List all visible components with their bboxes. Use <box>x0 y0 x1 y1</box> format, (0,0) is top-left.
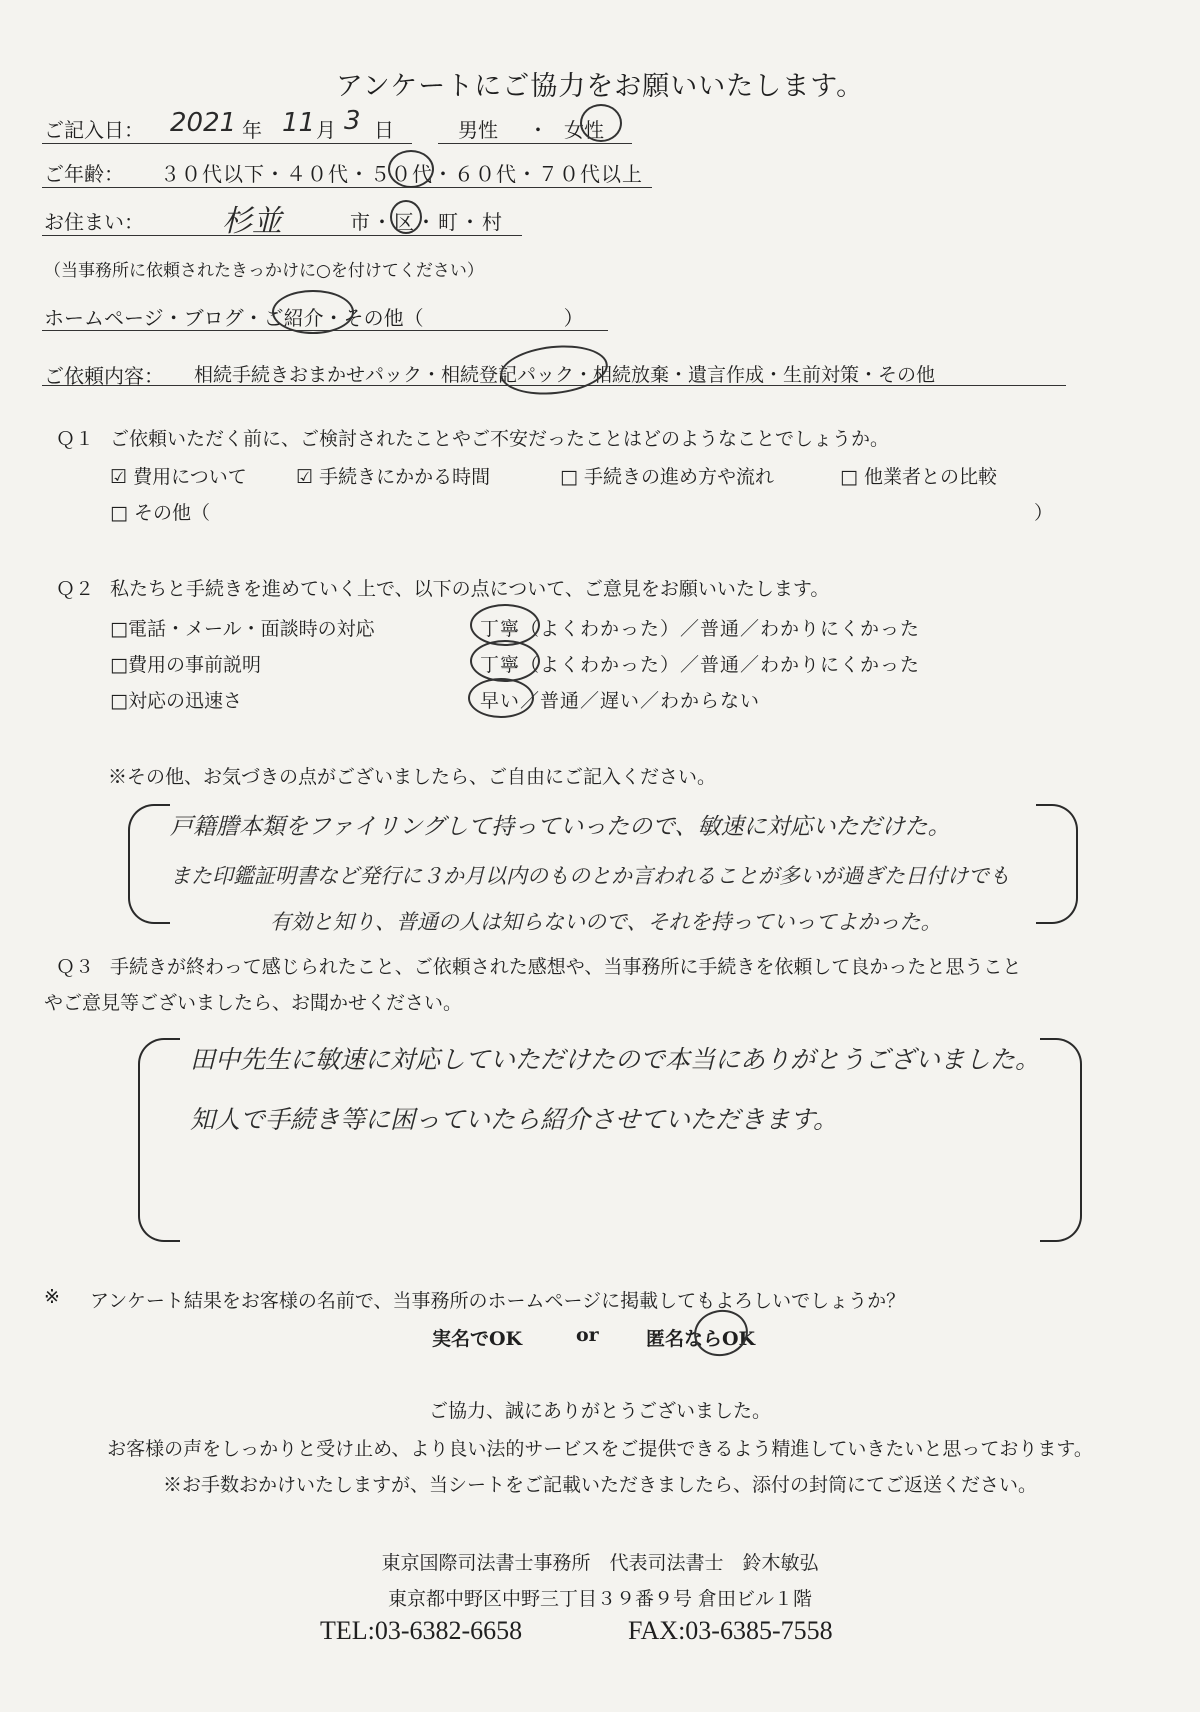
publish-option-anon[interactable]: 匿名ならOK <box>646 1328 756 1350</box>
office-fax: FAX:03-6385-7558 <box>628 1616 833 1645</box>
trigger-underline <box>42 330 608 331</box>
free-answer-bracket-left <box>128 804 170 924</box>
publish-selected-circle <box>690 1306 751 1361</box>
publish-or: or <box>576 1324 599 1346</box>
checkbox-icon[interactable]: □ <box>110 502 128 524</box>
q1-check-process-label: 手続きの進め方や流れ <box>584 466 775 488</box>
age-underline <box>42 187 652 188</box>
closing-thanks: ご協力、誠にありがとうございました。 <box>428 1400 771 1422</box>
q2-row3-selected-circle <box>468 678 534 718</box>
year-unit: 年 <box>242 118 262 142</box>
gender-male[interactable]: 男性 <box>458 118 498 142</box>
q2-row-options[interactable]: 丁寧（よくわかった）／普通／わかりにくかった <box>480 654 921 676</box>
q3-answer-bracket-left <box>138 1038 180 1242</box>
fill-date-month[interactable]: 11 <box>282 108 316 138</box>
q2-free-answer-line[interactable]: また印鑑証明書など発行に３か月以内のものとか言われることが多いが過ぎた日付けでも <box>170 864 1010 888</box>
day-unit: 日 <box>374 118 394 142</box>
fill-date-label: ご記入日： <box>44 118 144 142</box>
q1-check-cost-label: 費用について <box>133 466 247 488</box>
trigger-selected-circle <box>272 290 354 334</box>
q1-other-close: ） <box>1034 502 1054 524</box>
q2-row-options[interactable]: 丁寧（よくわかった）／普通／わかりにくかった <box>480 618 921 640</box>
publish-option-real[interactable]: 実名でOK <box>432 1328 523 1350</box>
free-answer-bracket-right <box>1036 804 1078 924</box>
q2-row-label: □電話・メール・面談時の対応 <box>110 618 375 640</box>
q2-free-answer-line[interactable]: 戸籍謄本類をファイリングして持っていったので、敏速に対応いただけた。 <box>170 814 951 840</box>
q1-check-process[interactable] <box>560 462 774 489</box>
q1-question: ご依頼いただく前に、ご検討されたことやご不安だったことはどのようなことでしょうか。 <box>110 428 890 450</box>
request-underline <box>42 385 1066 386</box>
month-unit: 月 <box>316 118 336 142</box>
office-name: 東京国際司法書士事務所 代表司法書士 鈴木敏弘 <box>381 1552 819 1574</box>
age-options[interactable]: ３０代以下・４０代・５０代・６０代・７０代以上 <box>160 162 643 186</box>
checked-box-icon[interactable]: ☑ <box>110 466 128 488</box>
age-selected-circle <box>388 150 434 188</box>
trigger-note: （当事務所に依頼されたきっかけに○を付けてください） <box>44 261 484 281</box>
age-label: ご年齢： <box>44 162 124 186</box>
closing-return-note: ※お手数おかけいたしますが、当シートをご記載いただきましたら、添付の封筒にてご返送ください。 <box>162 1474 1037 1496</box>
checkbox-icon[interactable]: □ <box>560 466 578 488</box>
q1-check-time-label: 手続きにかかる時間 <box>319 466 491 488</box>
q3-question-line1: 手続きが終わって感じられたこと、ご依頼された感想や、当事務所に手続きを依頼して良かったと思うこと <box>110 956 1022 978</box>
residence-label: お住まい： <box>44 210 144 234</box>
q2-free-answer-line[interactable]: 有効と知り、普通の人は知らないので、それを持っていってよかった。 <box>270 910 942 934</box>
gender-selected-circle <box>580 104 622 142</box>
checked-box-icon[interactable]: ☑ <box>296 466 314 488</box>
q1-check-compare-label: 他業者との比較 <box>864 466 998 488</box>
q1-check-time[interactable] <box>296 462 490 489</box>
residence-handwritten[interactable]: 杉並 <box>222 204 282 239</box>
q1-other-label: その他（ <box>134 502 211 524</box>
request-selected-circle <box>498 340 610 399</box>
q2-free-prompt: ※その他、お気づきの点がございましたら、ご自由にご記入ください。 <box>108 766 717 788</box>
request-label: ご依頼内容： <box>44 364 164 388</box>
date-underline <box>42 143 412 144</box>
request-options[interactable]: 相続手続きおまかせパック・相続登記パック・相続放棄・遺言作成・生前対策・その他 <box>194 364 936 386</box>
q3-answer-bracket-right <box>1040 1038 1082 1242</box>
publish-question: アンケート結果をお客様の名前で、当事務所のホームページに掲載してもよろしいでしょうか？ <box>90 1290 906 1312</box>
q1-number: Ｑ１ <box>56 428 95 450</box>
office-address: 東京都中野区中野三丁目３９番９号 倉田ビル１階 <box>387 1588 813 1610</box>
q2-row-options[interactable]: 早い／普通／遅い／わからない <box>480 690 761 712</box>
q3-question-line2: やご意見等ございましたら、お聞かせください。 <box>44 992 463 1014</box>
gender-separator: ・ <box>528 118 548 142</box>
q2-row-label: □費用の事前説明 <box>110 654 261 676</box>
fill-date-year[interactable]: 2021 <box>170 108 237 138</box>
q2-question: 私たちと手続きを進めていく上で、以下の点について、ご意見をお願いいたします。 <box>110 578 830 600</box>
trigger-options[interactable]: ホームページ・ブログ・ご紹介・その他（ ） <box>44 306 584 330</box>
checkbox-icon[interactable]: □ <box>840 466 858 488</box>
q1-check-compare[interactable] <box>840 462 997 489</box>
q2-row2-selected-circle <box>470 640 540 682</box>
q3-answer-line[interactable]: 知人で手続き等に困っていたら紹介させていただきます。 <box>190 1105 839 1134</box>
q1-check-cost[interactable] <box>110 462 247 489</box>
gender-underline <box>438 143 632 144</box>
residence-options[interactable]: 市・区・町・村 <box>350 210 504 234</box>
page-title: アンケートにご協力をお願いいたします。 <box>335 71 865 102</box>
fill-date-day[interactable]: 3 <box>344 106 361 136</box>
gender-female[interactable]: 女性 <box>564 118 604 142</box>
q2-number: Ｑ２ <box>56 578 95 600</box>
q3-answer-line[interactable]: 田中先生に敏速に対応していただけたので本当にありがとうございました。 <box>190 1045 1041 1074</box>
q3-number: Ｑ３ <box>56 956 95 978</box>
publish-mark: ※ <box>44 1286 60 1308</box>
q1-check-other[interactable] <box>110 498 210 525</box>
residence-underline <box>42 235 522 236</box>
closing-message: お客様の声をしっかりと受け止め、より良い法的サービスをご提供できるよう精進していきたいと思っております。 <box>107 1438 1093 1460</box>
residence-selected-circle <box>390 200 422 234</box>
q2-row-label: □対応の迅速さ <box>110 690 242 712</box>
office-tel[interactable]: TEL:03-6382-6658 <box>320 1616 523 1645</box>
